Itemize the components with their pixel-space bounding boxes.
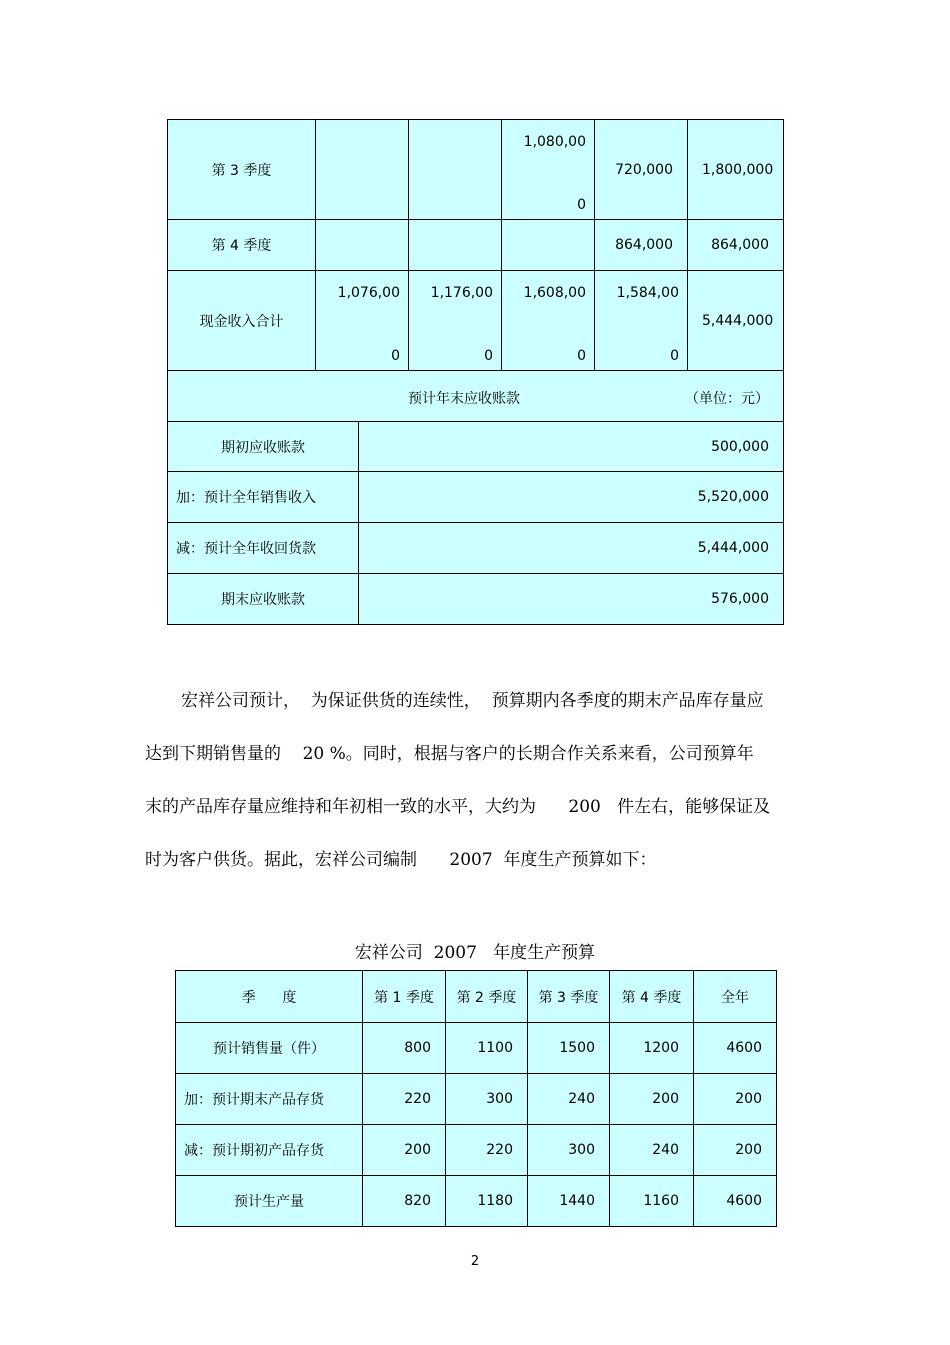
- empty-cell: [502, 220, 595, 271]
- cell-value: 864,000: [688, 220, 784, 271]
- cell-value: 820: [363, 1176, 446, 1227]
- cell-value: 1200: [610, 1023, 694, 1074]
- production-budget-table: [175, 970, 777, 1227]
- cell-value-top: 1,584,00: [616, 285, 679, 301]
- cell-value: 1,800,000: [688, 120, 784, 220]
- cell-value: 4600: [694, 1023, 777, 1074]
- cell-value: 5,444,000: [359, 523, 784, 574]
- empty-cell: [409, 120, 502, 220]
- table-row: [176, 1074, 777, 1125]
- cell-value: 220: [363, 1074, 446, 1125]
- empty-cell: [409, 220, 502, 271]
- row-label: 加：预计全年销售收入: [168, 472, 359, 523]
- cell-value: 1440: [528, 1176, 610, 1227]
- table-row: [168, 271, 784, 371]
- cell-value-top: 1,076,00: [337, 285, 400, 301]
- column-header: 第 1 季度: [363, 971, 446, 1023]
- cell-value: 240: [528, 1074, 610, 1125]
- row-label: 期初应收账款: [168, 422, 359, 472]
- column-header: 季 度: [176, 971, 363, 1023]
- column-header: 第 4 季度: [610, 971, 694, 1023]
- cell-value: 1500: [528, 1023, 610, 1074]
- ar-header-cell: [168, 371, 784, 422]
- cell-value: 300: [446, 1074, 528, 1125]
- body-paragraph: [145, 675, 825, 887]
- cell-value-bottom: 0: [577, 348, 586, 364]
- row-label: 减：预计期初产品存货: [176, 1125, 363, 1176]
- cell-value: 240: [610, 1125, 694, 1176]
- cell-value: 800: [363, 1023, 446, 1074]
- row-label: 第 4 季度: [168, 220, 316, 271]
- cell-value: 5,520,000: [359, 472, 784, 523]
- row-label: 减：预计全年收回货款: [168, 523, 359, 574]
- column-header: 第 2 季度: [446, 971, 528, 1023]
- table-row: [176, 1023, 777, 1074]
- split-cell: [595, 271, 688, 371]
- split-cell: [316, 271, 409, 371]
- paragraph-line: 时为客户供货。据此，宏祥公司编制 2007 年度生产预算如下：: [145, 850, 657, 870]
- cell-value: 1100: [446, 1023, 528, 1074]
- row-label: 期末应收账款: [168, 574, 359, 625]
- page-number: 2: [470, 1254, 480, 1269]
- paragraph-line: 宏祥公司预计， 为保证供货的连续性， 预算期内各季度的期末产品库存量应: [181, 691, 764, 711]
- cell-value: 500,000: [359, 422, 784, 472]
- cell-value-bottom: 0: [670, 348, 679, 364]
- cell-value: 864,000: [595, 220, 688, 271]
- split-cell: [502, 120, 595, 220]
- row-label: 加：预计期末产品存货: [176, 1074, 363, 1125]
- cell-value: 200: [694, 1074, 777, 1125]
- cell-value: 4600: [694, 1176, 777, 1227]
- table-row: [168, 523, 784, 574]
- cell-value: 220: [446, 1125, 528, 1176]
- table-row: [168, 574, 784, 625]
- cash-receipts-table: [167, 119, 784, 625]
- row-label: 预计生产量: [176, 1176, 363, 1227]
- paragraph-line: 达到下期销售量的 20 %。同时，根据与客户的长期合作关系来看，公司预算年: [145, 744, 754, 764]
- cell-value: 200: [610, 1074, 694, 1125]
- row-label: 第 3 季度: [168, 120, 316, 220]
- table-row: [176, 1176, 777, 1227]
- ar-header-title: 预计年末应收账款: [408, 391, 520, 407]
- column-header: 第 3 季度: [528, 971, 610, 1023]
- cell-value: 200: [363, 1125, 446, 1176]
- empty-cell: [316, 220, 409, 271]
- cell-value-top: 1,608,00: [523, 285, 586, 301]
- cell-value: 1180: [446, 1176, 528, 1227]
- cell-value: 720,000: [595, 120, 688, 220]
- split-cell: [409, 271, 502, 371]
- cell-value-bottom: 0: [484, 348, 493, 364]
- cell-value: 200: [694, 1125, 777, 1176]
- table-row: [168, 120, 784, 220]
- cell-value: 576,000: [359, 574, 784, 625]
- cell-value-bottom: 0: [391, 348, 400, 364]
- table-row: [168, 371, 784, 422]
- column-header: 全年: [694, 971, 777, 1023]
- cell-value-bottom: 0: [577, 197, 586, 213]
- table-header-row: [176, 971, 777, 1023]
- table-caption: 宏祥公司 2007 年度生产预算: [354, 943, 596, 963]
- cell-value: 5,444,000: [688, 271, 784, 371]
- paragraph-line: 末的产品库存量应维持和年初相一致的水平，大约为 200 件左右，能够保证及: [145, 797, 771, 817]
- split-cell: [502, 271, 595, 371]
- table-row: [176, 1125, 777, 1176]
- empty-cell: [316, 120, 409, 220]
- cell-value: 1160: [610, 1176, 694, 1227]
- table-row: [168, 220, 784, 271]
- cell-value-top: 1,080,00: [523, 134, 586, 150]
- unit-label: （单位：元）: [685, 391, 769, 407]
- table-row: [168, 422, 784, 472]
- cell-value-top: 1,176,00: [430, 285, 493, 301]
- cell-value: 300: [528, 1125, 610, 1176]
- row-label: 预计销售量（件）: [176, 1023, 363, 1074]
- table-row: [168, 472, 784, 523]
- row-label: 现金收入合计: [168, 271, 316, 371]
